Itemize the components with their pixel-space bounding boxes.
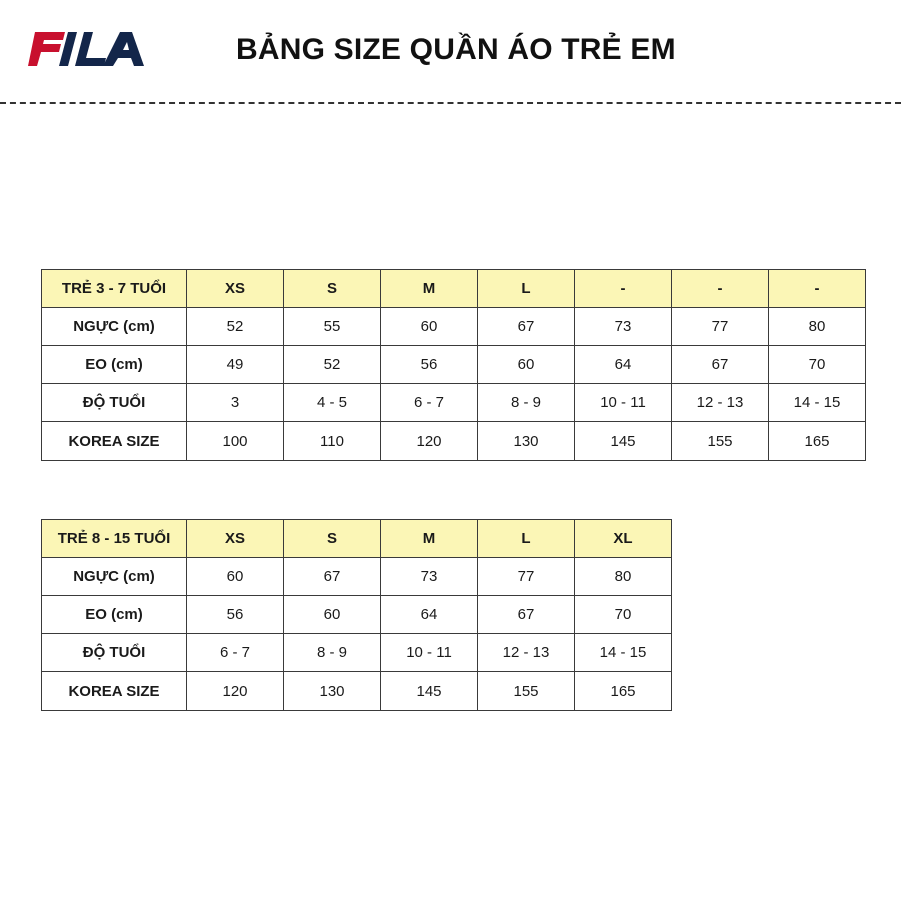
size-m: M [381, 270, 478, 308]
table-cell: 60 [187, 558, 284, 596]
size-s: S [284, 270, 381, 308]
table-cell: 70 [575, 596, 672, 634]
table-cell: 120 [187, 672, 284, 711]
size-blank: - [575, 270, 672, 308]
table-cell: 67 [478, 596, 575, 634]
table-cell: 100 [187, 422, 284, 461]
table-row [42, 346, 866, 384]
row-label: KOREA SIZE [42, 422, 187, 461]
table-cell: 130 [284, 672, 381, 711]
page-title: BẢNG SIZE QUẦN ÁO TRẺ EM [236, 33, 676, 66]
table-cell: 70 [769, 346, 866, 384]
row-label: ĐỘ TUỔI [42, 384, 187, 422]
table-row [42, 558, 672, 596]
table-row [42, 672, 672, 711]
table-cell: 14 - 15 [769, 384, 866, 422]
table-cell: 56 [187, 596, 284, 634]
table-cell: 165 [575, 672, 672, 711]
table-cell: 60 [381, 308, 478, 346]
table-cell: 8 - 9 [284, 634, 381, 672]
fila-logo [26, 26, 150, 70]
table-cell: 155 [672, 422, 769, 461]
table-cell: 10 - 11 [575, 384, 672, 422]
table-cell: 110 [284, 422, 381, 461]
row-label: NGỰC (cm) [42, 308, 187, 346]
row-label: ĐỘ TUỔI [42, 634, 187, 672]
table-cell: 55 [284, 308, 381, 346]
table-cell: 67 [478, 308, 575, 346]
table-cell: 67 [672, 346, 769, 384]
table-cell: 8 - 9 [478, 384, 575, 422]
size-blank: - [769, 270, 866, 308]
table-cell: 49 [187, 346, 284, 384]
table-cell: 130 [478, 422, 575, 461]
table-header-label: TRẺ 8 - 15 TUỔI [42, 520, 187, 558]
table-cell: 64 [575, 346, 672, 384]
size-blank: - [672, 270, 769, 308]
table-cell: 145 [381, 672, 478, 711]
row-label: NGỰC (cm) [42, 558, 187, 596]
dashed-divider [0, 102, 901, 104]
size-xs: XS [187, 270, 284, 308]
table-row [42, 634, 672, 672]
table-cell: 67 [284, 558, 381, 596]
table-cell: 10 - 11 [381, 634, 478, 672]
size-table-3-7 [41, 269, 866, 461]
table-row [42, 422, 866, 461]
table-row [42, 596, 672, 634]
table-header-label: TRẺ 3 - 7 TUỔI [42, 270, 187, 308]
table-cell: 120 [381, 422, 478, 461]
size-table-8-15 [41, 519, 672, 711]
table-cell: 60 [284, 596, 381, 634]
table-cell: 52 [284, 346, 381, 384]
table-cell: 73 [381, 558, 478, 596]
table-cell: 4 - 5 [284, 384, 381, 422]
table-cell: 3 [187, 384, 284, 422]
table-cell: 77 [672, 308, 769, 346]
table-cell: 73 [575, 308, 672, 346]
table-cell: 145 [575, 422, 672, 461]
size-l: L [478, 520, 575, 558]
table-cell: 77 [478, 558, 575, 596]
row-label: EO (cm) [42, 346, 187, 384]
table-cell: 52 [187, 308, 284, 346]
table-cell: 64 [381, 596, 478, 634]
table-cell: 12 - 13 [672, 384, 769, 422]
table-cell: 6 - 7 [187, 634, 284, 672]
table-header-row [42, 270, 866, 308]
size-m: M [381, 520, 478, 558]
size-xl: XL [575, 520, 672, 558]
row-label: KOREA SIZE [42, 672, 187, 711]
table-row [42, 384, 866, 422]
table-cell: 60 [478, 346, 575, 384]
table-cell: 80 [575, 558, 672, 596]
table-row [42, 308, 866, 346]
table-cell: 165 [769, 422, 866, 461]
table-cell: 80 [769, 308, 866, 346]
size-xs: XS [187, 520, 284, 558]
table-cell: 14 - 15 [575, 634, 672, 672]
table-header-row [42, 520, 672, 558]
row-label: EO (cm) [42, 596, 187, 634]
table-cell: 6 - 7 [381, 384, 478, 422]
table-cell: 155 [478, 672, 575, 711]
size-l: L [478, 270, 575, 308]
table-cell: 12 - 13 [478, 634, 575, 672]
size-s: S [284, 520, 381, 558]
table-cell: 56 [381, 346, 478, 384]
